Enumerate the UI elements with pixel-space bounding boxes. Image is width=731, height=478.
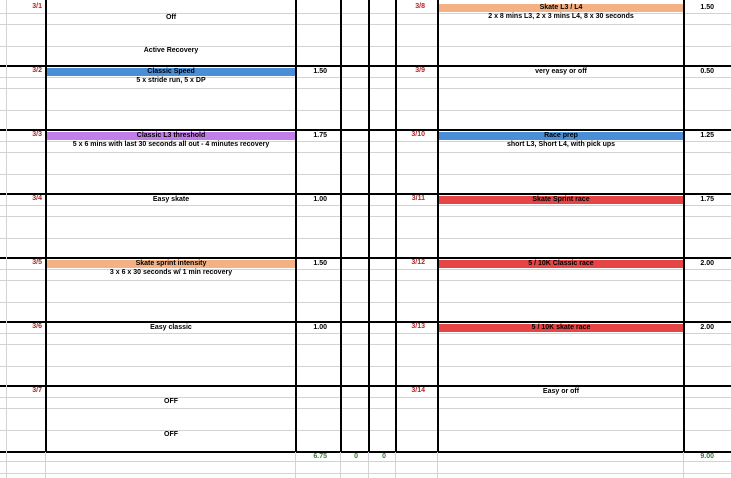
left-day-date: 3/4 — [32, 195, 42, 202]
grid-line — [0, 344, 731, 345]
right-session-detail: short L3, Short L4, with pick ups — [506, 141, 616, 148]
left-session-title: Skate sprint intensity — [135, 260, 207, 267]
grid-line — [0, 473, 731, 474]
left-day-date: 3/2 — [32, 67, 42, 74]
left-day-date: 3/1 — [32, 3, 42, 10]
grid-line — [0, 205, 731, 206]
column-divider — [395, 452, 396, 478]
total-col-b: 0 — [382, 453, 386, 460]
left-day-date: 3/5 — [32, 259, 42, 266]
right-day-date: 3/13 — [411, 323, 425, 330]
left-session-extra: Active Recovery — [143, 47, 199, 54]
left-session-hours: 1.00 — [313, 324, 327, 331]
left-session-detail: 3 x 6 x 30 seconds w/ 1 min recovery — [109, 269, 233, 276]
grid-line — [0, 24, 731, 25]
grid-line — [0, 366, 731, 367]
left-session-detail: 5 x 6 mins with last 30 seconds all out - 4 minutes recovery — [72, 141, 270, 148]
left-session-title: Classic Speed — [147, 68, 195, 75]
grid-line — [0, 280, 731, 281]
right-session-hours: 2.00 — [700, 260, 714, 267]
grid-line — [0, 174, 731, 175]
left-session-hours: 1.50 — [313, 68, 327, 75]
right-session-title: Race prep — [544, 132, 578, 139]
right-day-date: 3/12 — [411, 259, 425, 266]
right-day-date: 3/10 — [411, 131, 425, 138]
left-day-date: 3/6 — [32, 323, 42, 330]
left-day-date: 3/7 — [32, 387, 42, 394]
grid-line — [0, 333, 731, 334]
right-session-title: 5 / 10K skate race — [531, 324, 591, 331]
left-session-hours: 1.75 — [313, 132, 327, 139]
right-session-detail: 2 x 8 mins L3, 2 x 3 mins L4, 8 x 30 seconds — [488, 13, 634, 20]
left-session-title: Classic L3 threshold — [136, 132, 206, 139]
right-day-date: 3/11 — [411, 195, 425, 202]
right-session-title: very easy or off — [535, 68, 587, 75]
column-divider — [368, 0, 370, 452]
right-session-title: Skate Sprint race — [532, 196, 590, 203]
right-session-hours: 1.75 — [700, 196, 714, 203]
column-divider — [45, 452, 46, 478]
right-day-date: 3/9 — [415, 67, 425, 74]
grid-line — [0, 238, 731, 239]
right-session-hours: 0.50 — [700, 68, 714, 75]
left-session-title: OFF — [164, 398, 178, 405]
right-session-title: Skate L3 / L4 — [539, 4, 583, 11]
left-day-date: 3/3 — [32, 131, 42, 138]
right-session-hours: 2.00 — [700, 324, 714, 331]
column-divider — [437, 452, 438, 478]
left-session-hours: 1.50 — [313, 260, 327, 267]
right-day-date: 3/8 — [415, 3, 425, 10]
grid-line — [0, 408, 731, 409]
grid-line — [0, 152, 731, 153]
left-session-hours: 1.00 — [313, 196, 327, 203]
grid-line — [0, 302, 731, 303]
total-hours-left: 6.75 — [313, 453, 327, 460]
right-session-hours: 1.50 — [700, 4, 714, 11]
column-divider — [340, 0, 342, 452]
grid-line — [0, 110, 731, 111]
total-hours-right: 9.00 — [700, 453, 714, 460]
right-day-date: 3/14 — [411, 387, 425, 394]
grid-line — [0, 88, 731, 89]
right-session-title: 5 / 10K Classic race — [528, 260, 594, 267]
left-session-title: Easy classic — [150, 324, 192, 331]
right-session-hours: 1.25 — [700, 132, 714, 139]
right-session-title: Easy or off — [542, 388, 580, 395]
total-col-a: 0 — [354, 453, 358, 460]
left-session-extra: OFF — [164, 431, 178, 438]
left-session-title: Off — [165, 14, 177, 21]
left-session-title: Easy skate — [152, 196, 190, 203]
left-session-detail: 5 x stride run, 5 x DP — [136, 77, 206, 84]
grid-line — [0, 216, 731, 217]
